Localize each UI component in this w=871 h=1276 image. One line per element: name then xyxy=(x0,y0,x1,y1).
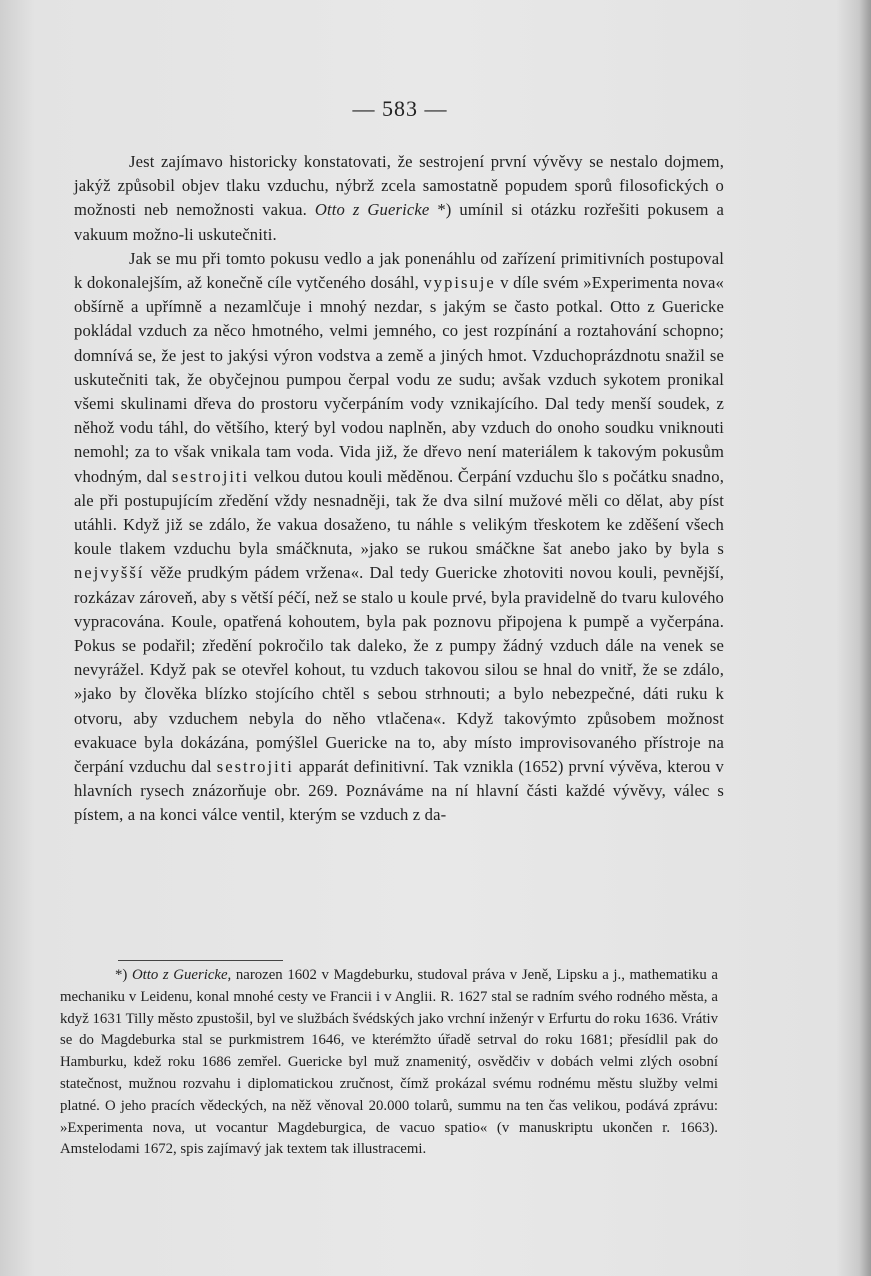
paragraph-2-text-e: apparát definitivní. Tak vznikla (1652) první vývěva, kterou v hlavních rysech znázorňuje obr. 269. Poznáváme na ní hlavní části každé vývěvy, válec s pístem, a na konci válce ventil, kterým se vzduch z da- xyxy=(74,757,725,825)
paragraph-2-text-a: Jak se mu při tomto pokusu vedlo a jak ponenáhlu od zařízení primitivních postupoval k dokonalejším, až konečně cíle vytčeného dosáhl, xyxy=(74,248,724,293)
paragraph-2-text-d: věže prudkým pádem vržena«. Dal tedy Guericke zhotoviti novou kouli, pevnější, rozkázav zároveň, aby s větší péčí, než se stalo u koule prvé, byla pravidelně do tvaru kulového vypracována. Koule, opatřená kohoutem, byla pak poznovu připojena k pumpě a vyčerpána. Pokus se podařil; zředění pokročilo tak daleko, že z pumpy žádný vzduch dále na venek se nevyrážel. Když pak se otevřel kohout, tu vzduch takovou silou se hnal do vnitř, že se zdálo, »jako by člověka blízko stojícího chtěl s sebou strhnouti; a bylo nebezpečné, dáti ruku k otvoru, aby vzduchem nebyla do něho vtlačena«. Když takovýmto způsobem možnost evakuace byla dokázána, pomýšlel Guericke na to, aby místo improvisovaného přístroje na čerpání vzduchu dal xyxy=(74,563,724,777)
main-text xyxy=(74,150,724,828)
paragraph-2-text-c: velkou dutou kouli měděnou. Čerpání vzduchu šlo s počátku snadno, ale při postupujícím zředění vždy nesnadněji, tak že dva silní mužové měli co dělat, aby píst utáhli. Když již se zdálo, že vakua dosaženo, tu náhle s velikým třeskotem ke zděšení všech koule tlakem vzduchu byla smáčknuta, »jako se rukou smáčkne šat anebo jako by byla s xyxy=(74,466,725,559)
person-name-italic: Otto z Guericke xyxy=(314,200,430,220)
page-number: — 583 — xyxy=(352,96,448,121)
paragraph-2 xyxy=(74,247,724,828)
spaced-word-1: vypisuje xyxy=(423,273,496,293)
paragraph-1-text-b: *) umínil si otázku rozřešiti pokusem a vakuum možno-li uskutečniti. xyxy=(74,200,724,244)
footnote-paragraph xyxy=(60,965,718,1161)
footnote-divider xyxy=(118,960,283,961)
footnote-marker: *) xyxy=(115,967,132,983)
spaced-word-4: sestrojiti xyxy=(216,757,294,777)
spaced-word-3: nejvyšší xyxy=(74,563,145,583)
paragraph-1 xyxy=(74,150,724,247)
spaced-word-2: sestrojiti xyxy=(172,466,250,486)
footnote-name-italic: Otto z Guericke, xyxy=(131,967,232,983)
paragraph-2-text-b: v díle svém »Experimenta nova« obšírně a upřímně a nezamlčuje i mnohý nezdar, s jakým se často potkal. Otto z Guericke pokládal vzduch za něco hmotného, velmi jemného, co jest rozpínání a roztahování schopno; domnívá se, že jest to jakýsi výron vodstva a země a jiných hmot. Vzduchoprázdnotu snažil se uskutečniti tak, že obyčejnou pumpou čerpal vodu ze sudu; avšak vzduch sykotem pronikal všemi skulinami dřeva do prostoru vyčerpáním vody vznikajícího. Dal tedy menší soudek, z něhož vodu táhl, do většího, který byl vodou naplněn, aby vzduch do onoho soudku vniknouti nemohl; za to však vnikala tam voda. Vida již, že dřevo není materiálem k takovým pokusům vhodným, dal xyxy=(74,273,724,486)
page-edge-shadow xyxy=(859,0,871,1276)
footnote-text: narozen 1602 v Magdeburku, studoval práva v Jeně, Lipsku a j., mathematiku a mechaniku v Leidenu, konal mnohé cesty ve Francii i v Anglii. R. 1627 stal se radním svého rodného města, a když 1631 Tilly město zpustošil, byl ve službách švédských jako vrchní inženýr v Erfurtu do roku 1636. Vrátiv se do Magdeburka stal se purkmistrem 1646, ve kterémžto úřadě setrval do roku 1681; přesídlil pak do Hamburku, kdež roku 1686 zemřel. Guericke byl muž znamenitý, osvědčiv v dobách velmi zlých osobní statečnost, mužnou rozvahu i diplomatickou zručnost, čímž prokázal svému rodnému městu služby velmi platné. O jeho pracích vědeckých, na něž věnoval 20.000 tolarů, summu na ten čas velikou, podává zprávu: »Experimenta nova, ut vocantur Magdeburgica, de vacuo spatio« (v manuskriptu ukončen r. 1663). Amstelodami 1672, spis zajímavý jak textem tak illustracemi. xyxy=(60,967,719,1158)
footnote xyxy=(60,965,718,1161)
paragraph-1-text-a: Jest zajímavo historicky konstatovati, že sestrojení první vývěvy se nestalo dojmem, jakýž způsobil objev tlaku vzduchu, nýbrž zcela samostatně popudem sporů filosofických o možnosti neb nemožnosti vakua. xyxy=(74,152,724,220)
